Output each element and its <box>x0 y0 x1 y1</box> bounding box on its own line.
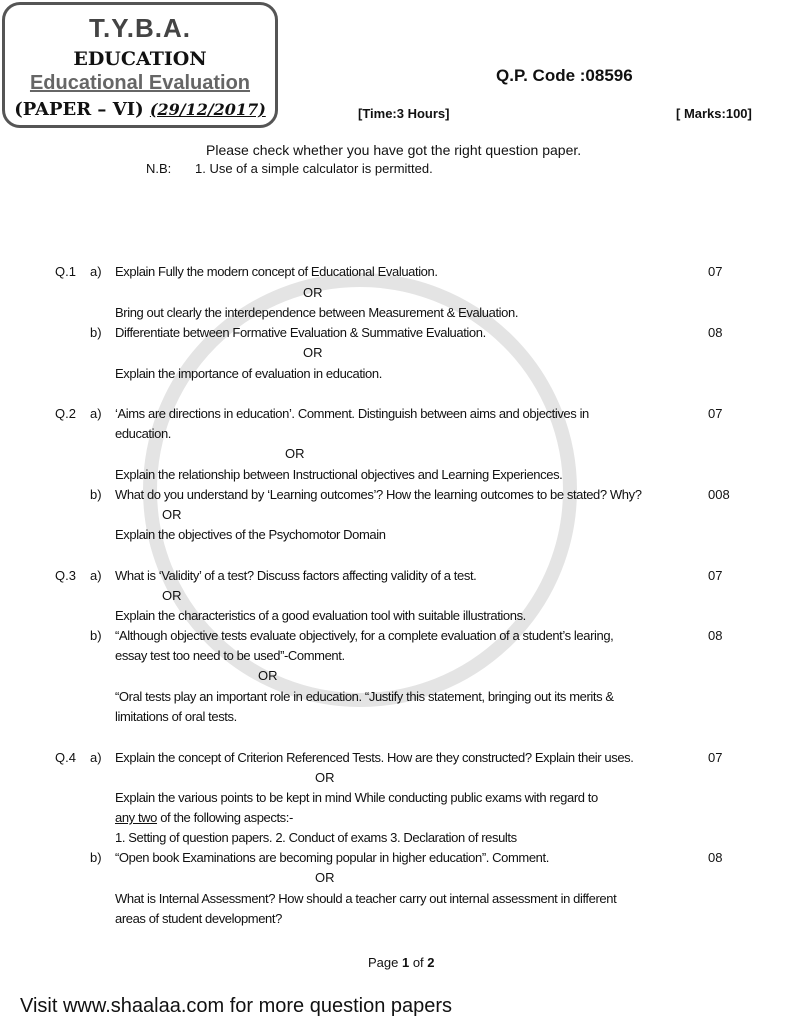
question-marks: 07 <box>708 264 723 279</box>
question-part: a) <box>90 406 102 421</box>
text-span: areas of student development? <box>115 911 282 926</box>
or-separator: OR <box>285 446 305 461</box>
exam-date: (29/12/2017) <box>149 100 266 119</box>
or-separator: OR <box>303 345 323 360</box>
question-part: b) <box>90 850 102 865</box>
nb-text: 1. Use of a simple calculator is permitted. <box>195 161 433 176</box>
text-span: ‘Aims are directions in education’. Comment. Distinguish between aims and objectives in <box>115 406 589 421</box>
emphasis-text: any two <box>115 810 158 825</box>
text-span: “Open book Examinations are becoming popular in higher education”. Comment. <box>115 850 549 865</box>
question-marks: 08 <box>708 628 723 643</box>
nb-label: N.B: <box>146 161 172 176</box>
question-text <box>115 648 345 664</box>
text-span: limitations of oral tests. <box>115 709 237 724</box>
subject-name: EDUCATION <box>73 48 207 70</box>
question-text <box>115 830 517 846</box>
question-part: b) <box>90 628 102 643</box>
or-separator: OR <box>303 285 323 300</box>
question-text <box>115 467 562 483</box>
question-number: Q.1 <box>55 264 76 279</box>
text-span: education. <box>115 426 171 441</box>
text-span: What do you understand by ‘Learning outcomes’? How the learning outcomes to be stated? Why? <box>115 487 642 502</box>
question-part: a) <box>90 750 102 765</box>
title-box <box>2 2 278 128</box>
text-span: Explain the concept of Criterion Referenced Tests. How are they constructed? Explain their uses. <box>115 750 634 765</box>
question-text <box>115 790 598 806</box>
question-text <box>115 406 589 422</box>
question-part: b) <box>90 487 102 502</box>
or-separator: OR <box>315 770 335 785</box>
question-marks: 008 <box>708 487 730 502</box>
text-span: What is Internal Assessment? How should a teacher carry out internal assessment in different <box>115 891 617 906</box>
question-marks: 08 <box>708 850 723 865</box>
question-marks: 07 <box>708 406 723 421</box>
question-number: Q.4 <box>55 750 76 765</box>
text-span: Explain the importance of evaluation in education. <box>115 366 382 381</box>
or-separator: OR <box>162 588 182 603</box>
page-mid: of <box>409 955 428 970</box>
question-text <box>115 911 282 927</box>
question-text <box>115 608 526 624</box>
paper-number <box>5 99 275 121</box>
or-separator: OR <box>315 870 335 885</box>
page-prefix: Page <box>368 955 402 970</box>
text-span: What is ‘Validity’ of a test? Discuss factors affecting validity of a test. <box>115 568 477 583</box>
text-span: Explain the characteristics of a good evaluation tool with suitable illustrations. <box>115 608 526 623</box>
paper-no: (PAPER – VI) <box>14 99 144 120</box>
question-marks: 08 <box>708 325 723 340</box>
question-text <box>115 366 382 382</box>
time-allowed: [Time:3 Hours] <box>358 106 450 121</box>
question-text <box>115 305 518 321</box>
question-text <box>115 264 438 280</box>
check-note: Please check whether you have got the right question paper. <box>206 142 582 158</box>
text-span: Explain the various points to be kept in mind While conducting public exams with regard to <box>115 790 598 805</box>
text-span: Explain the relationship between Instructional objectives and Learning Experiences. <box>115 467 563 482</box>
question-text <box>115 426 171 442</box>
paper-title: Educational Evaluation <box>29 72 251 94</box>
text-span: “Oral tests play an important role in education. “Justify this statement, bringing out its merits & <box>115 689 614 704</box>
question-marks: 07 <box>708 750 723 765</box>
question-text <box>115 709 237 725</box>
question-text <box>115 487 642 503</box>
promo-footer: Visit www.shaalaa.com for more question papers <box>20 995 453 1017</box>
text-span: Bring out clearly the interdependence between Measurement & Evaluation. <box>115 305 519 320</box>
page-number <box>368 955 435 971</box>
page-current: 1 <box>401 955 410 970</box>
question-text <box>115 891 616 907</box>
question-text <box>115 568 476 584</box>
question-part: b) <box>90 325 102 340</box>
question-part: a) <box>90 264 102 279</box>
text-span: Explain Fully the modern concept of Educational Evaluation. <box>115 264 438 279</box>
question-number: Q.2 <box>55 406 76 421</box>
page-total: 2 <box>427 955 435 970</box>
question-number: Q.3 <box>55 568 76 583</box>
qp-code: Q.P. Code :08596 <box>496 66 633 85</box>
total-marks: [ Marks:100] <box>676 106 752 121</box>
text-span: of the following aspects:- <box>157 810 293 825</box>
text-span: Differentiate between Formative Evaluation & Summative Evaluation. <box>115 325 486 340</box>
text-span: 1. Setting of question papers. 2. Conduct of exams 3. Declaration of results <box>115 830 517 845</box>
or-separator: OR <box>258 668 278 683</box>
text-span: essay test too need to be used”-Comment. <box>115 648 345 663</box>
question-text <box>115 325 486 341</box>
or-separator: OR <box>162 507 182 522</box>
question-text <box>115 689 614 705</box>
course-name: T.Y.B.A. <box>89 13 191 43</box>
text-span: Explain the objectives of the Psychomotor Domain <box>115 527 386 542</box>
question-part: a) <box>90 568 102 583</box>
question-text <box>115 750 634 766</box>
question-marks: 07 <box>708 568 723 583</box>
question-text <box>115 628 613 644</box>
question-text <box>115 850 549 866</box>
text-span: “Although objective tests evaluate objectively, for a complete evaluation of a student’s learing, <box>115 628 614 643</box>
question-text <box>115 527 386 543</box>
question-text <box>115 810 293 826</box>
